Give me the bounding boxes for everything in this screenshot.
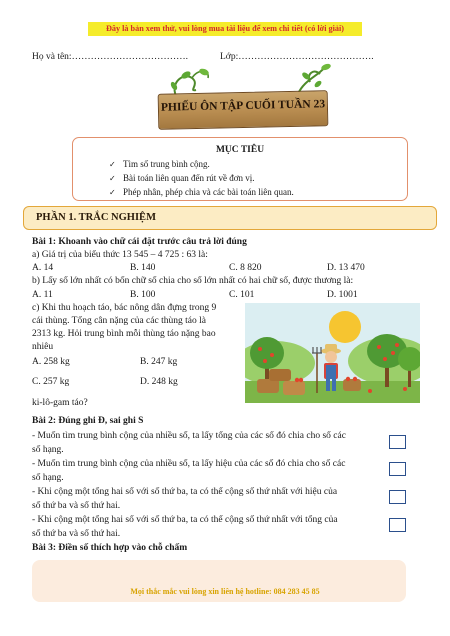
statement-3-line1: - Khi cộng một tổng hai số với số thứ ba, ta có thể cộng số thứ nhất với hiệu của	[32, 487, 338, 497]
option-b-D[interactable]: D. 1001	[327, 290, 358, 300]
answer-box-4[interactable]	[389, 518, 406, 532]
question-c-line: cái thùng. Tổng cân nặng của các thùng táo là	[32, 316, 206, 326]
goal-item: ✓ Tìm số trung bình cộng.	[109, 157, 294, 171]
statement-3-line2: số thứ ba và số thứ hai.	[32, 501, 121, 511]
check-icon: ✓	[109, 160, 116, 169]
hotline-footer: Mọi thắc mắc vui lòng xin liên hệ hotline: 084 283 45 85	[130, 587, 320, 596]
answer-box-2[interactable]	[389, 462, 406, 476]
section-heading: PHẦN 1. TRẮC NGHIỆM	[36, 212, 156, 223]
exercise-3-title: Bài 3: Điền số thích hợp vào chỗ chấm	[32, 543, 188, 553]
question-c-line: c) Khi thu hoạch táo, bác nông dân đựng trong 9	[32, 303, 217, 313]
goals-box	[72, 137, 408, 201]
question-c-line: nhiêu	[32, 342, 54, 352]
statement-4-line2: số thứ ba và số thứ hai.	[32, 529, 121, 539]
option-b-C[interactable]: C. 101	[229, 290, 255, 300]
statement-4-line1: - Khi cộng một tổng hai số với số thứ ba, ta có thể cộng số thứ nhất với tổng của	[32, 515, 338, 525]
check-icon: ✓	[109, 188, 116, 197]
question-b: b) Lấy số lớn nhất có bốn chữ số chia cho số lớn nhất có hai chữ số, được thương là:	[32, 276, 354, 286]
option-a-A[interactable]: A. 14	[32, 263, 54, 273]
goal-item: ✓ Phép nhân, phép chia và các bài toán liên quan.	[109, 185, 294, 199]
statement-2-line1: - Muốn tìm trung bình cộng của nhiều số, ta lấy hiệu của các số đó chia cho số các	[32, 459, 346, 469]
option-a-C[interactable]: C. 8 820	[229, 263, 262, 273]
goals-list	[109, 157, 294, 199]
exercise-2-title: Bài 2: Đúng ghi Đ, sai ghi S	[32, 416, 144, 426]
answer-box-1[interactable]	[389, 435, 406, 449]
statement-1-line1: - Muốn tìm trung bình cộng của nhiều số, ta lấy tổng của các số đó chia cho số các	[32, 431, 346, 441]
worksheet-title: PHIẾU ÔN TẬP CUỐI TUẦN 23	[160, 98, 326, 114]
title-sign	[148, 62, 338, 140]
student-name-field: Họ và tên:……………………………….	[32, 52, 188, 62]
option-b-A[interactable]: A. 11	[32, 290, 53, 300]
goals-heading: MỤC TIÊU	[215, 145, 265, 155]
exercise-1-title: Bài 1: Khoanh vào chữ cái đặt trước câu trả lời đúng	[32, 237, 247, 247]
statement-1-line2: số hạng.	[32, 445, 64, 455]
section-heading-bar	[23, 206, 437, 230]
option-a-B[interactable]: B. 140	[130, 263, 156, 273]
option-c-A[interactable]: A. 258 kg	[32, 357, 70, 367]
option-c-C[interactable]: C. 257 kg	[32, 377, 70, 387]
question-c-line: 2313 kg. Hỏi trung bình mỗi thùng táo nặng bao	[32, 329, 216, 339]
preview-banner: Đây là bản xem thử, vui lòng mua tài liệu để xem chi tiết (có lời giải)	[88, 22, 362, 36]
option-c-B[interactable]: B. 247 kg	[140, 357, 178, 367]
class-field: Lớp:…………………………………….	[220, 52, 374, 62]
goal-item: ✓ Bài toán liên quan đến rút về đơn vị.	[109, 171, 294, 185]
question-c-tail: ki-lô-gam táo?	[32, 398, 88, 408]
option-a-D[interactable]: D. 13 470	[327, 263, 365, 273]
option-b-B[interactable]: B. 100	[130, 290, 156, 300]
question-a: a) Giá trị của biểu thức 13 545 – 4 725 : 63 là:	[32, 250, 208, 260]
option-c-D[interactable]: D. 248 kg	[140, 377, 178, 387]
answer-box-3[interactable]	[389, 490, 406, 504]
apple-orchard-illustration	[245, 303, 420, 403]
check-icon: ✓	[109, 174, 116, 183]
statement-2-line2: số hạng.	[32, 473, 64, 483]
